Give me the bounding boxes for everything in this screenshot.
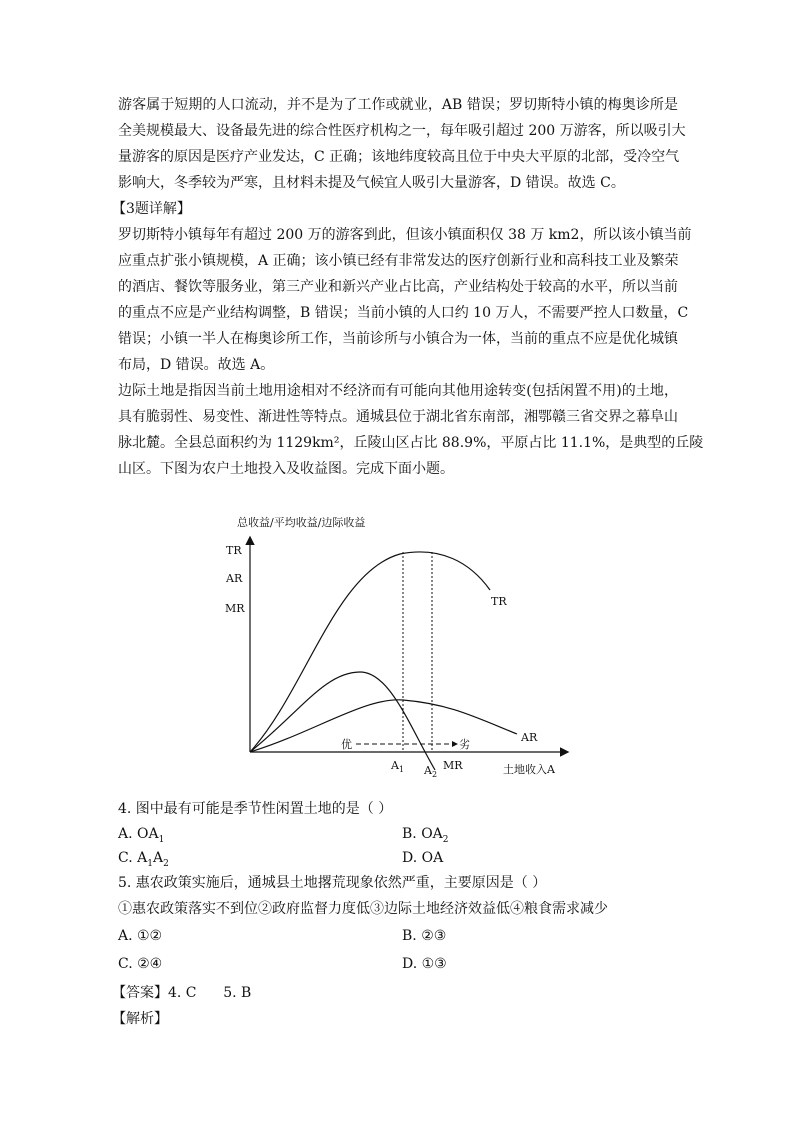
x-axis-label: 土地收入A: [503, 763, 555, 776]
question-4-options-row-2: [118, 846, 678, 870]
question-5-stem: 5. 惠农政策实施后，通城县土地撂荒现象依然严重，主要原因是（ ）: [118, 875, 547, 891]
para1-line: 游客属于短期的人口流动，并不是为了工作或就业，AB 错误；罗切斯特小镇的梅奥诊所是: [118, 97, 678, 113]
para2-line: 的酒店、餐饮等服务业，第三产业和新兴产业占比高，产业结构处于较高的水平，所以当前: [118, 279, 678, 295]
q5-option-b[interactable]: B. ②③: [402, 928, 447, 944]
q4-option-b[interactable]: B. $OA_2$: [402, 826, 449, 845]
x-tick-a2: $A_2$: [424, 764, 438, 779]
y-tick-mr: MR: [225, 602, 245, 615]
questions-block: [112, 796, 678, 1032]
q5-option-a[interactable]: A. ①②: [118, 928, 163, 944]
para1-line: 量游客的原因是医疗产业发达，C 正确；该地纬度较高且位于中央大平原的北部，受冷空气: [118, 149, 680, 165]
para2-line: 罗切斯特小镇每年有超过 200 万的游客到此，但该小镇面积仅 38 万 km2，所以该小镇当前: [118, 227, 692, 243]
ar-series-label: AR: [521, 731, 538, 744]
question-5-options-row-1: [118, 924, 678, 952]
para2-line: 错误；小镇一半人在梅奥诊所工作，当前诊所与小镇合为一体，当前的重点不应是优化城镇: [118, 331, 678, 347]
good-label: 优: [341, 738, 352, 751]
q4-option-a[interactable]: A. $OA_1$: [118, 826, 165, 845]
y-axis-label: 总收益/平均收益/边际收益: [237, 516, 366, 529]
para2-line: 布局，D 错误。故选 A。: [118, 357, 275, 373]
para3-line: 边际土地是指因当前土地用途相对不经济而有可能向其他用途转变(包括闲置不用)的土地，: [118, 383, 678, 399]
land-revenue-chart: [225, 512, 585, 780]
mr-curve: [250, 672, 435, 770]
bad-label: 劣: [459, 738, 470, 751]
paragraph-1: [118, 92, 686, 196]
mr-series-label: MR: [443, 759, 463, 772]
tr-curve: [250, 552, 490, 752]
q4-option-c[interactable]: C. $A_1A_2$: [118, 850, 169, 869]
q5-option-d[interactable]: D. ①③: [402, 956, 447, 972]
y-tick-ar: AR: [226, 572, 243, 585]
para3-line: 脉北麓。全县总面积约为 1129km²，丘陵山区占比 88.9%，平原占比 11.1%，是典型的丘陵: [118, 435, 704, 451]
para2-line: 应重点扩张小镇规模，A 正确；该小镇已经有非常发达的医疗创新行业和高科技工业及繁荣: [118, 253, 679, 269]
para1-line: 影响大，冬季较为严寒，且材料未提及气候宜人吸引大量游客，D 错误。故选 C。: [118, 175, 625, 191]
tr-series-label: TR: [491, 595, 507, 608]
y-tick-tr: TR: [226, 544, 242, 557]
analysis-heading: 【解析】: [112, 1011, 168, 1027]
para3-line: 山区。下图为农户土地投入及收益图。完成下面小题。: [118, 461, 454, 477]
section-3-title: 【3题详解】: [112, 201, 191, 217]
q4-option-d[interactable]: D. OA: [402, 850, 444, 866]
question-4-options-row-1: [118, 822, 678, 846]
question-5-options-row-2: [118, 952, 678, 980]
para2-line: 的重点不应是产业结构调整，B 错误；当前小镇的人口约 10 万人，不需要严控人口数量，C: [118, 305, 689, 321]
answer-line: 【答案】4. C 5. B: [112, 985, 252, 1001]
chart-svg: [225, 512, 585, 780]
x-tick-a1: $A_1$: [391, 759, 405, 774]
q5-option-c[interactable]: C. ②④: [118, 956, 163, 972]
para3-line: 具有脆弱性、易变性、渐进性等特点。通城县位于湖北省东南部，湘鄂赣三省交界之幕阜山: [118, 409, 678, 425]
section-3-block: [112, 196, 704, 482]
question-4-stem: 4. 图中最有可能是季节性闲置土地的是（ ）: [118, 801, 393, 817]
para1-line: 全美规模最大、设备最先进的综合性医疗机构之一，每年吸引超过 200 万游客，所以吸引大: [118, 123, 686, 139]
question-5-items: ①惠农政策落实不到位②政府监督力度低③边际土地经济效益低④粮食需求减少: [118, 901, 608, 917]
